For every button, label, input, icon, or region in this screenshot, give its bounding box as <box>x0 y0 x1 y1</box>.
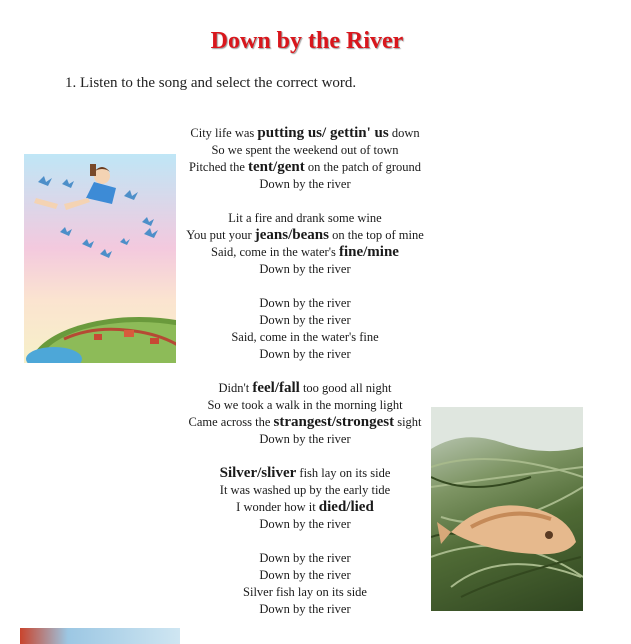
word-choice[interactable]: died/lied <box>318 499 374 515</box>
lyric-text: Down by the river <box>259 568 351 582</box>
word-choice[interactable]: tent/gent <box>248 159 305 175</box>
lyric-text: I wonder how it <box>236 500 319 514</box>
lyric-text: Came across the <box>188 415 274 429</box>
lyric-line <box>140 499 470 516</box>
lyric-line <box>140 584 470 601</box>
lyric-text: Down by the river <box>259 347 351 361</box>
instruction-text: 1. Listen to the song and select the correct word. <box>65 75 357 91</box>
stanza-gap <box>140 363 470 380</box>
lyric-line <box>140 312 470 329</box>
lyric-line <box>140 261 470 278</box>
stanza-gap <box>140 193 470 210</box>
lyric-line <box>140 431 470 448</box>
lyric-text: sight <box>394 415 422 429</box>
lyric-text: Down by the river <box>259 517 351 531</box>
lyric-line <box>140 329 470 346</box>
lyric-line <box>140 244 470 261</box>
lyric-text: too good all night <box>299 381 392 395</box>
lyric-text: Down by the river <box>259 296 351 310</box>
lyric-line <box>140 346 470 363</box>
lyric-line <box>140 176 470 193</box>
lyric-line <box>140 567 470 584</box>
lyric-line <box>140 159 470 176</box>
bottom-photo <box>20 628 180 644</box>
lyric-text: Pitched the <box>189 160 249 174</box>
word-choice[interactable]: Silver/sliver <box>219 465 297 481</box>
lyric-text: Said, come in the water's fine <box>231 330 379 344</box>
lyric-line <box>140 465 470 482</box>
word-choice[interactable]: strangest/strongest <box>273 414 395 430</box>
lyric-line <box>140 516 470 533</box>
lyric-text: Down by the river <box>259 313 351 327</box>
word-choice[interactable]: feel/fall <box>252 380 300 396</box>
lyric-text: Down by the river <box>259 602 351 616</box>
lyric-text: on the top of mine <box>328 228 424 242</box>
lyric-text: City life was <box>190 126 258 140</box>
lyric-text: Down by the river <box>259 177 351 191</box>
lyric-text: Down by the river <box>259 551 351 565</box>
lyric-line <box>140 414 470 431</box>
lyric-line <box>140 142 470 159</box>
lyric-line <box>140 550 470 567</box>
lyric-text: Said, come in the water's <box>211 245 339 259</box>
stanza-gap <box>140 533 470 550</box>
lyric-line <box>140 380 470 397</box>
lyric-text: You put your <box>186 228 255 242</box>
lyric-text: Silver fish lay on its side <box>243 585 367 599</box>
lyric-line <box>140 397 470 414</box>
lyric-line <box>140 295 470 312</box>
lyric-line <box>140 210 470 227</box>
lyric-line <box>140 125 470 142</box>
lyric-line <box>140 601 470 618</box>
lyric-text: down <box>388 126 420 140</box>
lyric-text: Down by the river <box>259 432 351 446</box>
lyric-text: It was washed up by the early tide <box>219 483 391 497</box>
lyric-line <box>140 227 470 244</box>
lyric-text: Lit a fire and drank some wine <box>228 211 382 225</box>
page-title: Down by the River <box>210 28 404 54</box>
word-choice[interactable]: putting us/ gettin' us <box>257 125 389 141</box>
stanza-gap <box>140 448 470 465</box>
lyric-text: So we spent the weekend out of town <box>211 143 399 157</box>
stanza-gap <box>140 278 470 295</box>
lyric-text: on the patch of ground <box>304 160 421 174</box>
lyric-text: fish lay on its side <box>296 466 391 480</box>
song-lyrics <box>140 125 470 618</box>
word-choice[interactable]: jeans/beans <box>254 227 329 243</box>
lyric-text: Down by the river <box>259 262 351 276</box>
lyric-text: So we took a walk in the morning light <box>207 398 403 412</box>
lyric-text: Didn't <box>218 381 253 395</box>
word-choice[interactable]: fine/mine <box>338 244 399 260</box>
lyric-line <box>140 482 470 499</box>
